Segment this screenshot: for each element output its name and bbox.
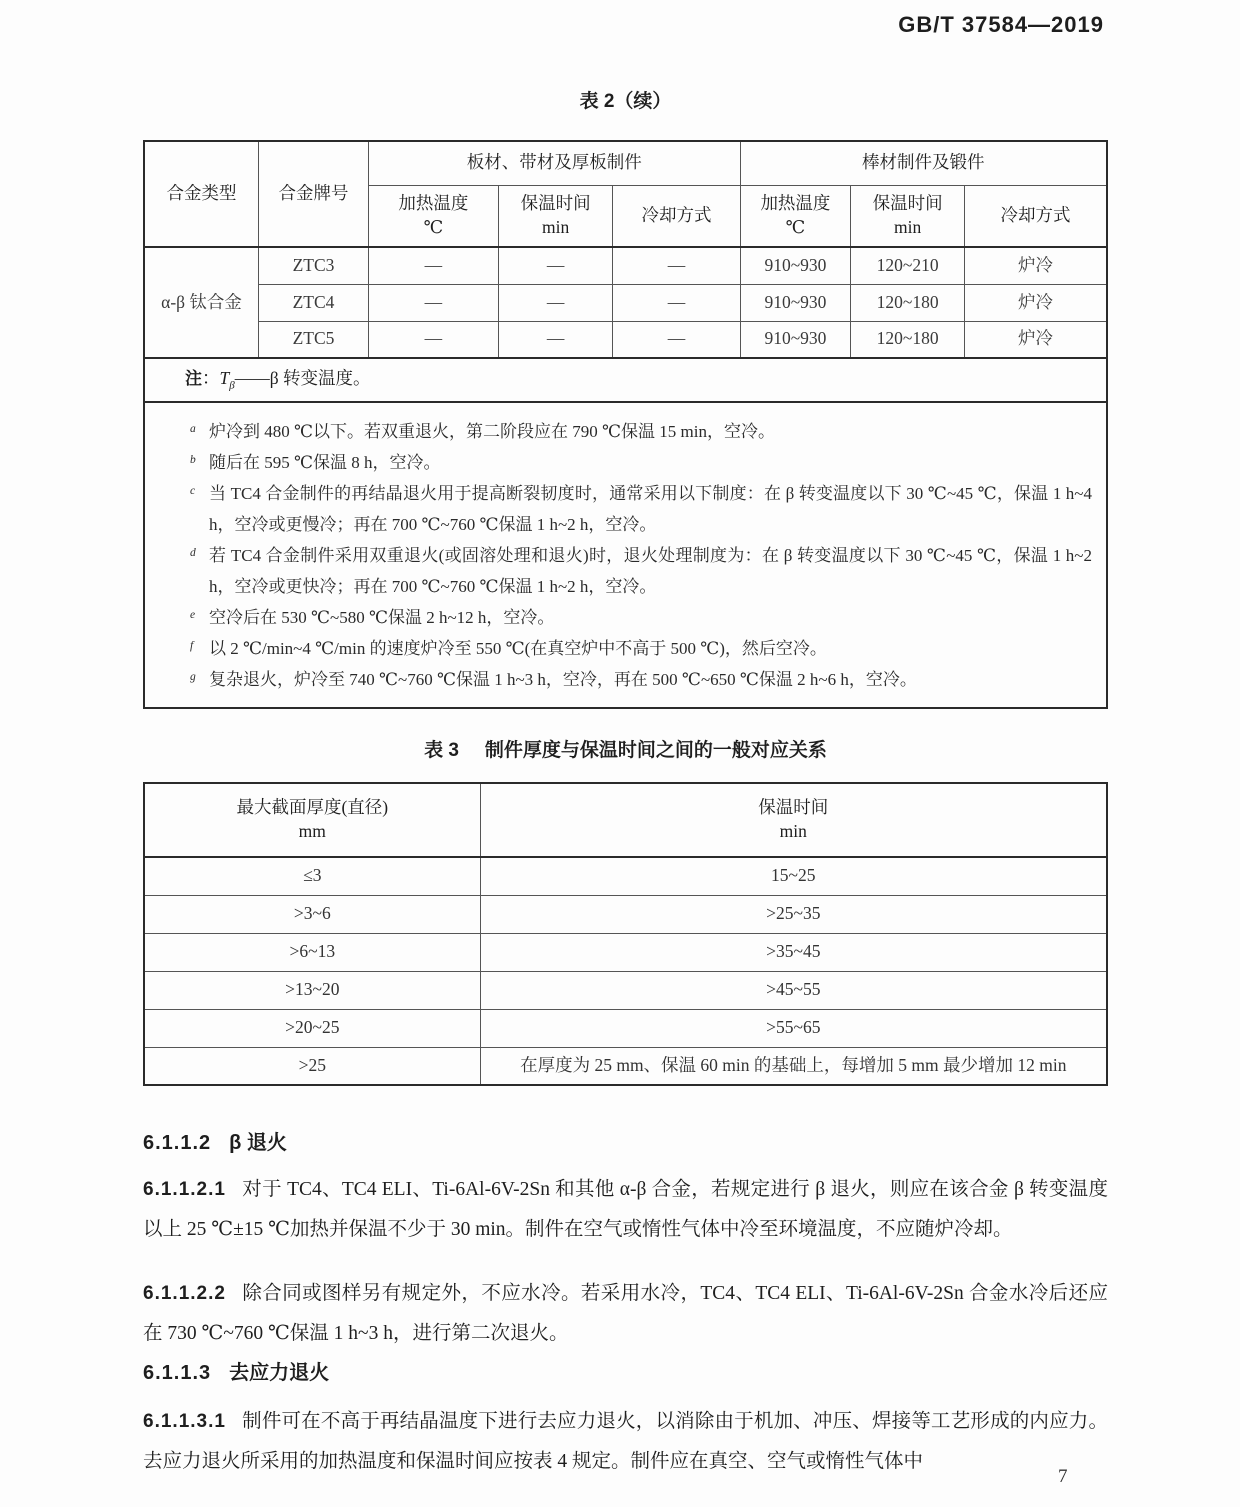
footnote-text: 空冷后在 530 ℃~580 ℃保温 2 h~12 h，空冷。 [209,608,555,627]
grade-cell: ZTC3 [259,247,369,284]
paragraph-61131 [143,1402,1108,1482]
holdtime-label: 保温时间 [758,797,829,818]
sheet-cool-cell: — [613,284,740,321]
table-row [144,1009,1107,1047]
bar-temp-unit: ℃ [785,216,806,237]
grade-cell: ZTC5 [259,321,369,358]
note-label: 注 [185,368,202,388]
footnote-text: 炉冷到 480 ℃以下。若双重退火，第二阶段应在 790 ℃保温 15 min，空冷。 [209,422,775,441]
table2-note [144,358,1107,402]
bar-temp-cell: 910~930 [740,247,851,284]
thickness-cell: ≤3 [144,857,480,895]
bar-cool-cell: 炉冷 [964,247,1107,284]
bar-temp-cell: 910~930 [740,284,851,321]
table3-caption-text: 制件厚度与保温时间之间的一般对应关系 [484,740,827,761]
clause-number: 6.1.1.2.1 [143,1179,226,1200]
table2-header-sheet-temp [368,185,498,247]
paragraph-61121 [143,1170,1108,1250]
sheet-time-cell: — [498,321,613,358]
footnote-e [145,602,1092,633]
holdtime-cell: >35~45 [480,933,1107,971]
table3-header-thickness [144,783,480,857]
clause-text: 除合同或图样另有规定外，不应水冷。若采用水冷，TC4、TC4 ELI、Ti-6Al-6V-2Sn 合金水冷后还应在 730 ℃~760 ℃保温 1 h~3 h，进行第二次退火。 [143,1283,1108,1344]
table-row [144,284,1107,321]
section-number: 6.1.1.3 [143,1362,212,1384]
note-colon: ： [202,367,220,388]
note-text: ——β 转变温度。 [234,367,371,388]
paragraph-61122 [143,1274,1108,1354]
holdtime-cell: 15~25 [480,857,1107,895]
sheet-cool-cell: — [613,321,740,358]
table3-header-row [144,783,1107,857]
holdtime-cell: >45~55 [480,971,1107,1009]
section-title: β 退火 [229,1132,287,1154]
table2-header-bar-time [851,185,965,247]
footnote-d [145,540,1092,602]
table2-footnotes-row [144,402,1107,708]
footnote-marker: a [190,423,196,435]
table-row [144,971,1107,1009]
footnote-text: 若 TC4 合金制件采用双重退火(或固溶处理和退火)时，退火处理制度为：在 β 转变温度以下 30 ℃~45 ℃，保温 1 h~2 h，空冷或更快冷；再在 700 ℃~760 ℃保温 1 h~2 h，空冷。 [209,546,1092,596]
footnote-marker: f [190,640,194,652]
holdtime-cell: 在厚度为 25 mm、保温 60 min 的基础上，每增加 5 mm 最少增加 12 min [480,1047,1107,1085]
table2-note-row [144,358,1107,402]
table2-header-bar-cooling: 冷却方式 [964,185,1107,247]
table2-footnotes [144,402,1107,708]
sheet-temp-cell: — [368,284,498,321]
table-row [144,933,1107,971]
table2-header-group-sheet: 板材、带材及厚板制件 [368,141,740,185]
bar-temp-label: 加热温度 [760,193,831,214]
sheet-time-label: 保温时间 [520,193,591,214]
table-row [144,321,1107,358]
section-title: 去应力退火 [229,1362,330,1384]
note-symbol-subscript: β [229,379,235,392]
footnote-marker: g [190,671,196,683]
footnote-c [145,478,1092,540]
table-row [144,895,1107,933]
table2-header-group-bar: 棒材制件及锻件 [740,141,1107,185]
footnote-marker: e [190,609,196,621]
note-symbol: T [219,367,230,388]
clause-number: 6.1.1.2.2 [143,1283,226,1304]
thickness-cell: >13~20 [144,971,480,1009]
sheet-time-cell: — [498,284,613,321]
footnote-text: 复杂退火，炉冷至 740 ℃~760 ℃保温 1 h~3 h，空冷，再在 500 ℃~650 ℃保温 2 h~6 h，空冷。 [209,670,917,689]
table2-heat-treatment [143,140,1108,709]
section-number: 6.1.1.2 [143,1132,212,1154]
standard-code-header: GB/T 37584—2019 [898,12,1104,37]
table-row [144,857,1107,895]
holdtime-cell: >25~35 [480,895,1107,933]
table2-group-header-row [144,141,1107,185]
table3-header-holdtime [480,783,1107,857]
table2-header-sheet-cooling: 冷却方式 [613,185,740,247]
thickness-cell: >20~25 [144,1009,480,1047]
footnote-marker: d [190,547,196,559]
bar-cool-cell: 炉冷 [964,284,1107,321]
footnote-a [145,416,1092,447]
thickness-cell: >6~13 [144,933,480,971]
footnote-b [145,447,1092,478]
table-row [144,1047,1107,1085]
grade-cell: ZTC4 [259,284,369,321]
clause-text: 对于 TC4、TC4 ELI、Ti-6Al-6V-2Sn 和其他 α-β 合金，若规定进行 β 退火，则应在该合金 β 转变温度以上 25 ℃±15 ℃加热并保温不少于 30 min。制件在空气或惰性气体中冷至环境温度，不应随炉冷却。 [143,1179,1108,1240]
footnote-f [145,633,1092,664]
bar-time-label: 保温时间 [872,193,943,214]
bar-time-cell: 120~180 [851,284,965,321]
table3-thickness-holdtime [143,782,1108,1086]
bar-time-cell: 120~180 [851,321,965,358]
sheet-temp-label: 加热温度 [398,193,469,214]
clause-number: 6.1.1.3.1 [143,1411,226,1432]
table2-caption: 表 2（续） [579,91,672,112]
section-heading-6112 [143,1126,287,1155]
table2-header-sheet-time [498,185,613,247]
sheet-time-unit: min [542,216,570,237]
table3-caption [143,735,1108,762]
footnote-g [145,664,1092,695]
thickness-cell: >25 [144,1047,480,1085]
table2-header-bar-temp [740,185,851,247]
bar-temp-cell: 910~930 [740,321,851,358]
table-row [144,247,1107,284]
page-number: 7 [1058,1466,1068,1487]
bar-time-unit: min [894,216,922,237]
alloy-type-cell: α-β 钛合金 [144,247,259,358]
sheet-temp-unit: ℃ [423,216,444,237]
holdtime-cell: >55~65 [480,1009,1107,1047]
sheet-temp-cell: — [368,247,498,284]
clause-text: 制件可在不高于再结晶温度下进行去应力退火，以消除由于机加、冲压、焊接等工艺形成的内应力。去应力退火所采用的加热温度和保温时间应按表 4 规定。制件应在真空、空气或惰性气体中 [143,1411,1108,1472]
sheet-temp-cell: — [368,321,498,358]
footnote-text: 当 TC4 合金制件的再结晶退火用于提高断裂韧度时，通常采用以下制度：在 β 转变温度以下 30 ℃~45 ℃，保温 1 h~4 h，空冷或更慢冷；再在 700 ℃~760 ℃保温 1 h~2 h，空冷。 [209,484,1092,534]
bar-cool-cell: 炉冷 [964,321,1107,358]
table2-header-alloy-grade: 合金牌号 [259,141,369,247]
thickness-label: 最大截面厚度(直径) [236,797,389,818]
sheet-cool-cell: — [613,247,740,284]
table3-caption-label: 表 3 [424,740,459,761]
footnote-marker: b [190,454,196,466]
bar-time-cell: 120~210 [851,247,965,284]
footnote-text: 随后在 595 ℃保温 8 h，空冷。 [209,453,441,472]
section-heading-6113 [143,1356,329,1385]
sheet-time-cell: — [498,247,613,284]
footnote-marker: c [190,485,196,497]
holdtime-unit: min [779,821,807,841]
table2-header-alloy-type: 合金类型 [144,141,259,247]
thickness-cell: >3~6 [144,895,480,933]
thickness-unit: mm [298,821,326,841]
footnote-text: 以 2 ℃/min~4 ℃/min 的速度炉冷至 550 ℃(在真空炉中不高于 500 ℃)，然后空冷。 [209,639,827,658]
